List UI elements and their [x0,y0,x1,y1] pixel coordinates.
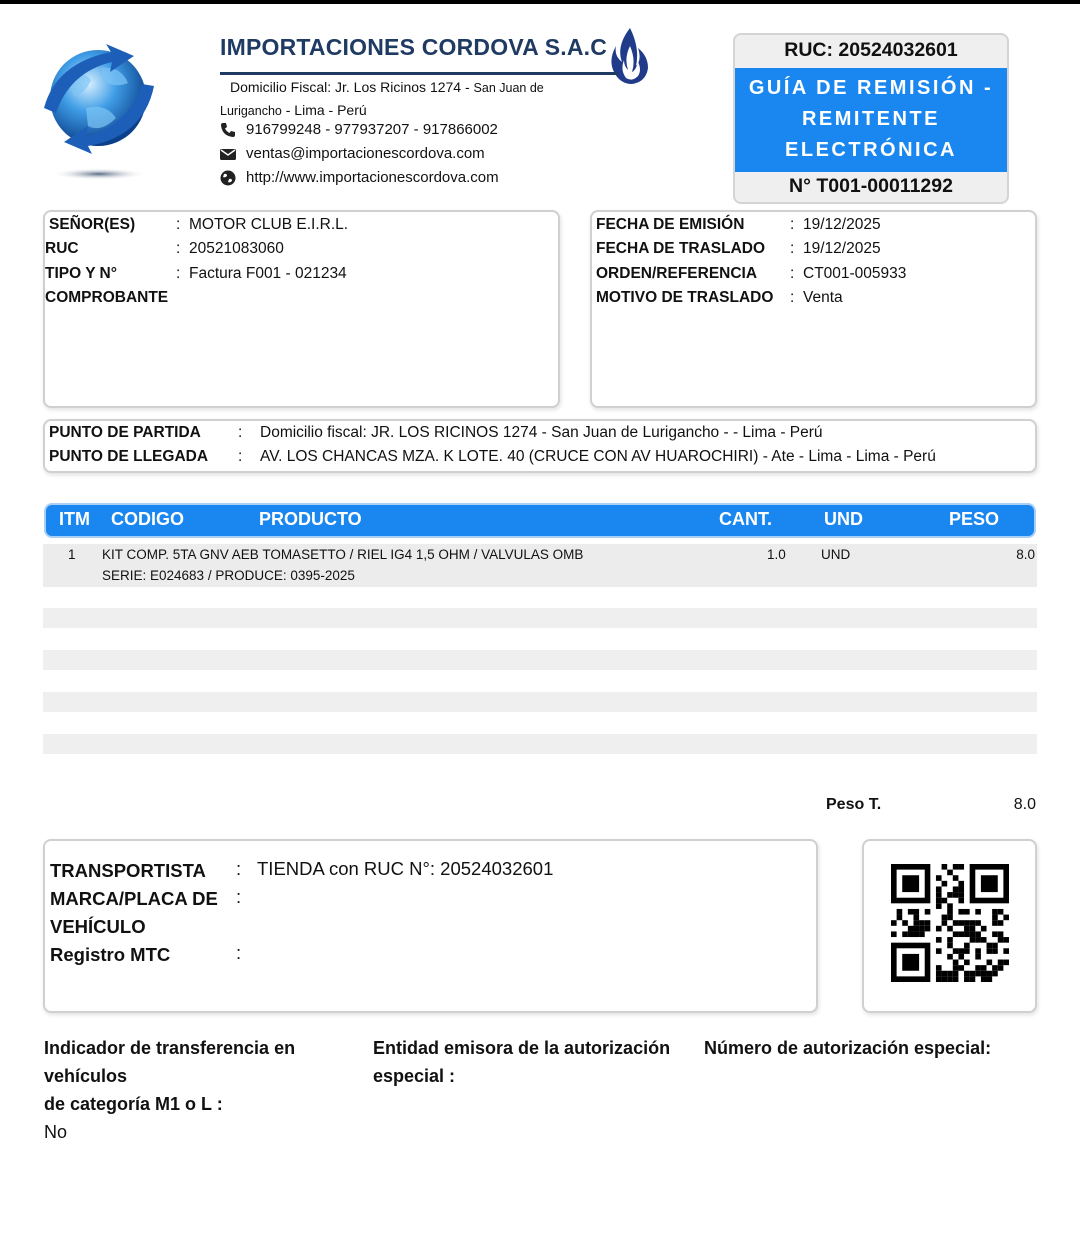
top-border [0,0,1080,4]
header-peso: PESO [949,509,1000,529]
traslado-label: FECHA DE TRASLADO [596,240,766,257]
senor-value: MOTOR CLUB E.I.R.L. [189,216,349,233]
flame-icon [606,26,650,86]
transportista-value: TIENDA con RUC N°: 20524032601 [257,858,554,879]
company-email [220,145,485,162]
company-phones [220,121,498,138]
indicador-label: Indicador de transferencia en vehículos [44,1038,296,1086]
address-line: Domicilio Fiscal: Jr. Los Ricinos 1274 - [230,79,470,95]
address-district: San Juan de [473,81,544,95]
email-text[interactable]: ventas@importacionescordova.com [246,145,485,162]
row-product-serie: SERIE: E024683 / PRODUCE: 0395-2025 [102,568,355,583]
phone-icon [220,122,236,138]
document-id-box [733,33,1009,204]
envelope-icon [220,146,236,162]
orden-value: CT001-005933 [803,265,907,282]
qr-code [891,864,1009,982]
indicador-label-2: de categoría M1 o L : [44,1094,223,1114]
company-name: IMPORTACIONES CORDOVA S.A.C [220,34,608,60]
row-und: UND [821,547,851,562]
globe-logo [36,38,162,184]
document-type [735,68,1007,172]
header-cant: CANT. [719,509,772,529]
senor-label: SEÑOR(ES) [49,216,136,233]
numero-block [704,1034,1034,1062]
emision-label: FECHA DE EMISIÓN [596,216,745,233]
header-itm: ITM [59,509,90,529]
empty-row-stripe [43,608,1037,628]
header-codigo: CODIGO [111,509,185,529]
comprobante-label: COMPROBANTE [45,289,169,306]
numero-label: Número de autorización especial: [704,1038,992,1058]
company-name-underline [220,72,618,75]
traslado-value: 19/12/2025 [803,240,881,257]
colon: : [790,265,795,282]
entidad-block [373,1034,683,1090]
tipo-label: TIPO Y N° [45,265,117,282]
company-address [220,76,580,122]
emision-value: 19/12/2025 [803,216,881,233]
tipo-value: Factura F001 - 021234 [189,265,347,282]
row-peso: 8.0 [1016,547,1035,562]
colon: : [176,240,181,257]
dates-box [590,210,1037,408]
motivo-label: MOTIVO DE TRASLADO [596,289,774,306]
orden-label: ORDEN/REFERENCIA [596,265,758,282]
items-table-header [44,503,1036,538]
colon: : [790,289,795,306]
entidad-label-2: especial : [373,1066,456,1086]
phones-text: 916799248 - 977937207 - 917866002 [246,121,498,138]
colon: : [176,265,181,282]
table-row [43,544,1037,587]
header-und: UND [824,509,863,529]
motivo-value: Venta [803,289,843,306]
colon: : [238,424,243,441]
partida-label: PUNTO DE PARTIDA [49,424,201,441]
total-weight-label: Peso T. [826,796,882,813]
row-product: KIT COMP. 5TA GNV AEB TOMASETTO / RIEL IG4 1,5 OHM / VALVULAS OMB [102,547,584,562]
address-district-2: Lurigancho [220,104,282,118]
document-number: N° T001-00011292 [789,175,953,197]
transportista-label: TRANSPORTISTA [50,860,206,881]
document-type-line-1: GUÍA DE REMISIÓN - [748,77,994,99]
row-cant: 1.0 [767,547,786,562]
entidad-label: Entidad emisora de la autorización [373,1038,671,1058]
colon: : [236,942,242,963]
empty-row-stripe [43,650,1037,670]
client-box [43,210,560,408]
client-ruc-label: RUC [45,240,79,257]
llegada-value: AV. LOS CHANCAS MZA. K LOTE. 40 (CRUCE CON AV HUAROCHIRI) - Ate - Lima - Lima - Perú [260,448,936,465]
document-type-line-2: REMITENTE [801,108,941,130]
colon: : [236,858,242,879]
address-city: - Lima - Perú [285,102,367,118]
row-itm: 1 [68,547,76,562]
llegada-label: PUNTO DE LLEGADA [49,448,209,465]
mtc-label: Registro MTC [50,944,171,965]
marca-label: MARCA/PLACA DE [50,888,218,909]
document-type-line-3: ELECTRÓNICA [785,139,957,161]
colon: : [790,216,795,233]
partida-value: Domicilio fiscal: JR. LOS RICINOS 1274 - San Juan de Lurigancho - - Lima - Perú [260,424,823,441]
qr-box [862,839,1037,1013]
website-text[interactable]: http://www.importacionescordova.com [246,169,499,186]
total-weight-value: 8.0 [1013,796,1036,813]
empty-row-stripe [43,692,1037,712]
globe-icon [220,170,236,186]
company-website [220,169,499,186]
colon: : [790,240,795,257]
empty-row-stripe [43,734,1037,754]
indicador-value: No [44,1122,68,1142]
issuer-ruc: RUC: 20524032601 [784,39,958,61]
header-producto: PRODUCTO [259,509,362,529]
colon: : [238,448,243,465]
colon: : [176,216,181,233]
points-box [43,419,1037,473]
client-ruc-value: 20521083060 [189,240,284,257]
indicador-block [44,1034,374,1146]
vehiculo-label: VEHÍCULO [50,916,146,937]
colon: : [236,886,242,907]
